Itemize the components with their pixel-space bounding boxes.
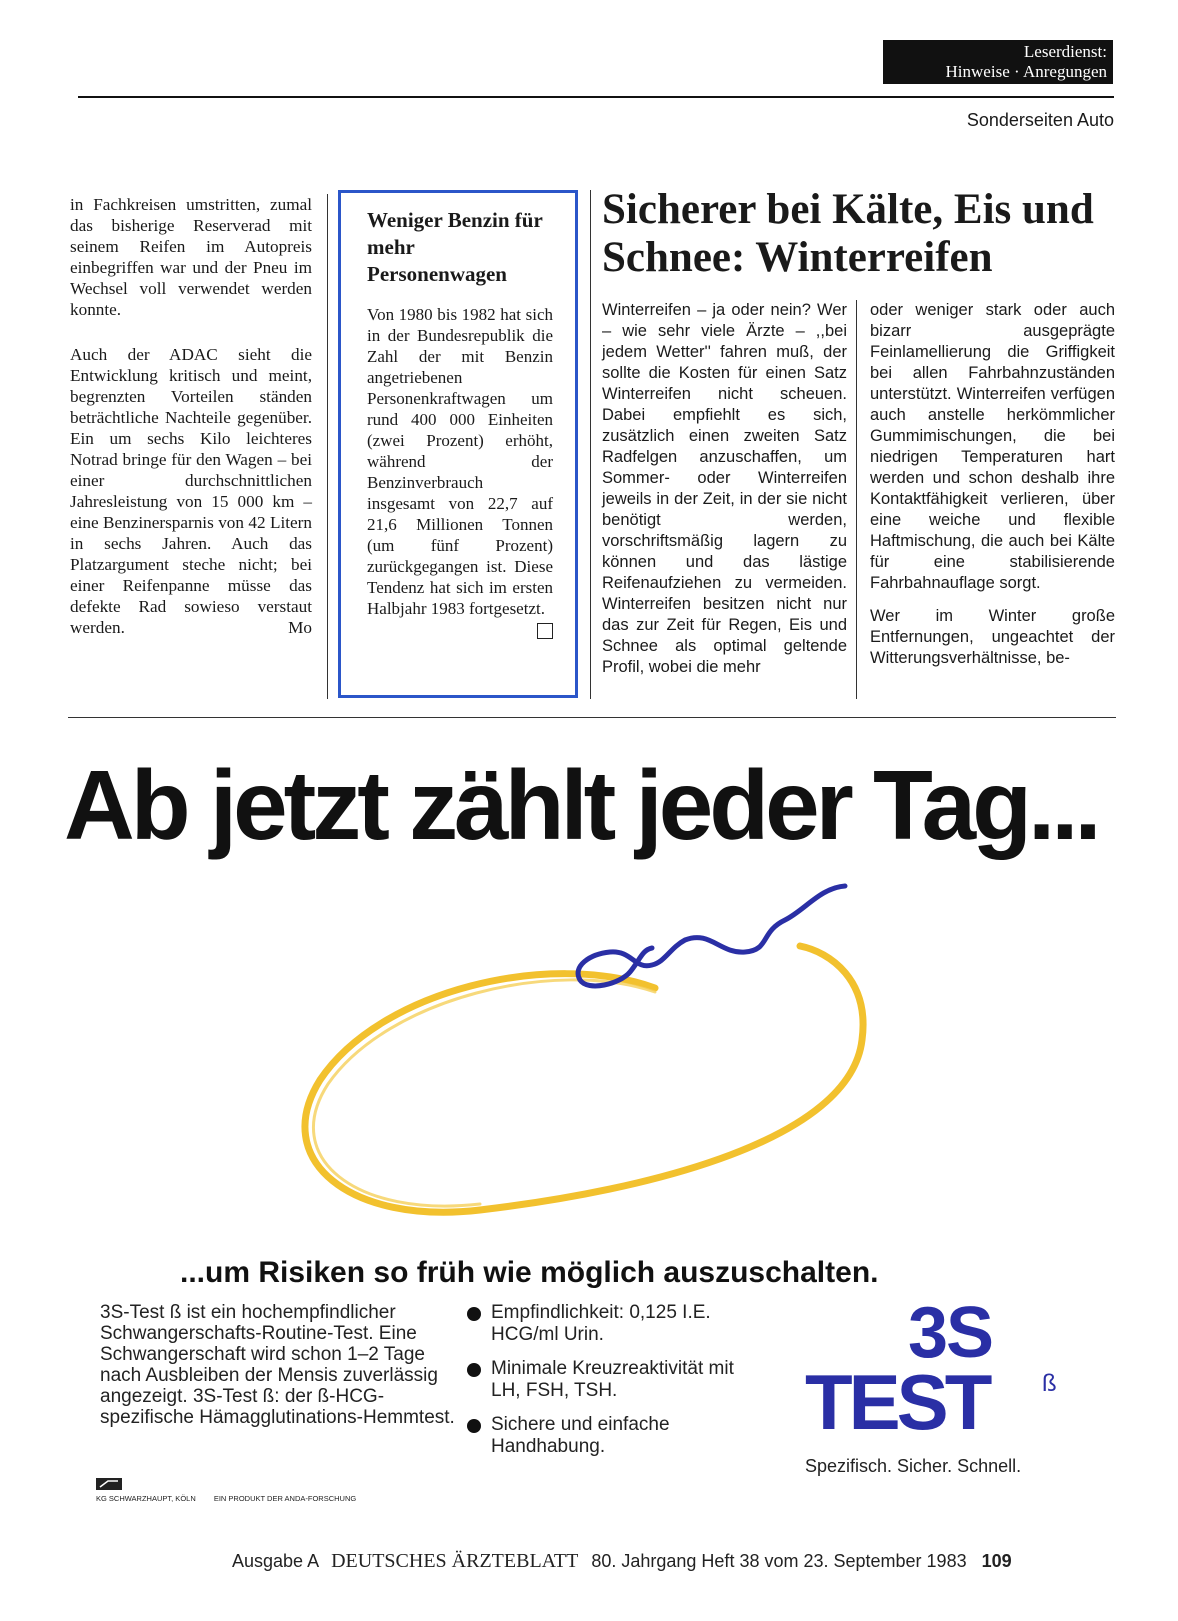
- article-headline: Sicherer bei Kälte, Eis und Schnee: Winterreifen: [602, 186, 1094, 281]
- paragraph: Wer im Winter große Entfernungen, ungeachtet der Witterungsverhältnisse, be-: [870, 607, 1115, 667]
- article-continuation-column: [70, 194, 312, 638]
- info-box: [338, 190, 578, 698]
- author-sign: Mo: [288, 618, 312, 637]
- manufacturer-note: EIN PRODUKT DER ANDA-FORSCHUNG: [213, 1494, 357, 1503]
- section-badge-line2: Hinweise · Anregungen: [945, 62, 1107, 81]
- ad-description: 3S-Test ß ist ein hochempfindlicher Schwangerschafts-Routine-Test. Eine Schwangerschaft wird schon 1–2 Tage nach Ausbleiben der Mensis zuverlässig angezeigt. 3S-Test ß: der ß-HCG-spezifische Hämagglutinations-Hemmtest.: [100, 1302, 455, 1428]
- paragraph: [70, 344, 312, 638]
- ad-subline: ...um Risiken so früh wie möglich auszuschalten.: [180, 1256, 879, 1289]
- ad-feature: Sichere und einfache Handhabung.: [465, 1414, 765, 1458]
- section-label: Sonderseiten Auto: [966, 110, 1114, 130]
- top-rule: [78, 96, 1114, 98]
- product-logo-3s: 3S: [907, 1293, 993, 1373]
- ad-feature-list: [465, 1302, 765, 1470]
- page-footer: [232, 1550, 1112, 1573]
- issue-info: 80. Jahrgang Heft 38 vom 23. September 1983: [591, 1551, 967, 1571]
- edition-label: Ausgabe A: [232, 1551, 319, 1571]
- page-number: 109: [981, 1551, 1012, 1571]
- box-text: Von 1980 bis 1982 hat sich in der Bundesrepublik die Zahl der mit Benzin angetriebenen Personenkraftwagen um rund 400 000 Einheiten (zwei Prozent) erhöht, während der Benzinverbrauch insgesamt von 22,7 auf 21,6 Millionen Tonnen (um fünf Prozent) zurückgegangen ist. Diese Tendenz hat sich im ersten Halbjahr 1983 fortgesetzt.: [367, 305, 553, 618]
- paragraph-text: Auch der ADAC sieht die Entwicklung kritisch und meint, begrenzten Vorteilen ständen beträchtliche Nachteile gegenüber. Ein um sechs Kilo leichteres Notrad bringe für den Wagen – bei einer durchschnittlichen Jahresleistung von 15 000 km – eine Benzinersparnis von 42 Litern in sechs Jahren. Auch das Platzargument steche nicht; bei einer Reifenpanne müsse das defekte Rad sowieso verstaut werden.: [70, 345, 312, 637]
- paragraph: in Fachkreisen umstritten, zumal das bisherige Reserverad mit seinem Reifen im Autopreis einbegriffen war und der Pneu im Wechsel voll verwendet werden konnte.: [70, 195, 312, 319]
- product-tagline: Spezifisch. Sicher. Schnell.: [805, 1456, 1022, 1476]
- column-divider: [856, 300, 857, 699]
- product-logo-test: TEST: [805, 1358, 989, 1446]
- box-title: Weniger Benzin für mehr Personenwagen: [367, 208, 543, 286]
- manufacturer-name: KG SCHWARZHAUPT, KÖLN: [96, 1494, 196, 1503]
- column-divider: [590, 190, 591, 699]
- yellow-loop-inner: [313, 980, 655, 1206]
- journal-name: DEUTSCHES ÄRZTEBLATT: [331, 1550, 579, 1572]
- manufacturer-logo-icon: [96, 1478, 122, 1490]
- section-rule: [68, 717, 1116, 718]
- ad-headline: Ab jetzt zählt jeder Tag...: [64, 750, 1098, 860]
- column-divider: [327, 194, 328, 699]
- article-column-2: [870, 300, 1115, 681]
- section-badge: [883, 40, 1113, 84]
- ad-feature: Minimale Kreuzreaktivität mit LH, FSH, TSH.: [465, 1358, 765, 1402]
- section-badge-line1: Leserdienst:: [1023, 42, 1107, 61]
- end-mark-square: [537, 623, 553, 639]
- ad-illustration: [290, 880, 910, 1260]
- ad-feature: Empfindlichkeit: 0,125 I.E. HCG/ml Urin.: [465, 1302, 765, 1346]
- article-column-1: Winterreifen – ja oder nein? Wer – wie sehr viele Ärzte – ,,bei jedem Wetter'' fahren muß, der sollte die Kosten für einen Satz Winterreifen nicht scheuen. Dabei empfiehlt es sich, zusätzlich einen zweiten Satz Radfelgen anzuschaffen, um Sommer- oder Winterreifen jeweils in der Zeit, in der sie nicht benötigt werden, vorschriftsmäßig lagern zu können und das lästige Reifenaufziehen zu vermeiden. Winterreifen besitzen nicht nur das zur Zeit für Regen, Eis und Schnee als optimal geltende Profil, wobei die mehr: [602, 301, 847, 676]
- blue-line: [578, 886, 845, 986]
- manufacturer-line: [96, 1494, 372, 1503]
- box-text-wrap: [367, 304, 553, 619]
- product-logo-beta: ß: [1042, 1370, 1057, 1397]
- paragraph: oder weniger stark oder auch bizarr ausgeprägte Feinlamellierung die Griffigkeit bei allen Fahrbahnzuständen unterstützt. Winterreifen verfügen auch anstelle herkömmlicher Gummimischungen, die bei niedrigen Temperaturen hart werden und schon deshalb ihre Kontaktfähigkeit verlieren, über eine weiche und flexible Haftmischung, die auch bei Kälte für eine stabilisierende Fahrbahnauflage sorgt.: [870, 301, 1115, 592]
